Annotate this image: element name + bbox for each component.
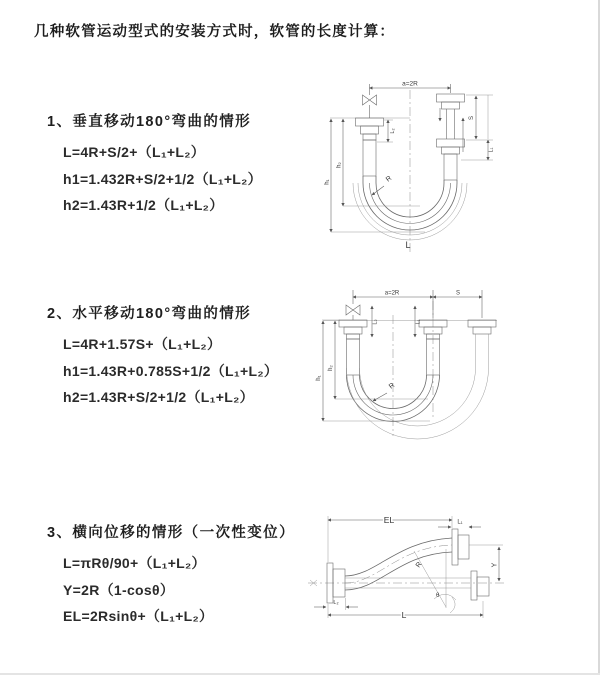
dimension-l2	[314, 598, 358, 610]
dim-label-r: R	[414, 560, 424, 570]
dim-label-r: R	[384, 174, 394, 184]
dim-label-l2: L₂	[333, 600, 339, 606]
formula-line: EL=2Rsinθ+（L₁+L₂）	[63, 608, 214, 624]
section-lateral-displacement	[47, 521, 295, 630]
formula-line: L=4R+S/2+（L₁+L₂）	[63, 144, 206, 160]
dimension-l1	[438, 520, 481, 528]
formula-line: L=πRθ/90+（L₁+L₂）	[63, 555, 206, 571]
dim-label-l1: L₁	[488, 147, 495, 153]
dim-label-r: R	[387, 381, 397, 391]
dimension-l2	[377, 120, 396, 142]
hose-u-bend-moved	[347, 368, 489, 439]
dim-label-h2: h₂	[328, 365, 334, 371]
dim-label-l1: L₁	[415, 319, 422, 325]
formula-line: h2=1.43R+1/2（L₁+L₂）	[63, 197, 224, 213]
dim-label-s: S	[455, 290, 461, 297]
displaced-s-hose	[345, 538, 452, 590]
dim-label-theta: θ	[436, 593, 440, 599]
formula-line: Y=2R（1-cosθ）	[63, 581, 175, 598]
centerline	[330, 90, 410, 252]
dim-label-l2: L₂	[372, 319, 379, 325]
dim-label-s: S	[469, 115, 475, 121]
formula-line: h1=1.43R+0.785S+1/2（L₁+L₂）	[63, 362, 279, 379]
dim-label-l2: L₂	[390, 128, 396, 134]
dimension-el	[328, 515, 452, 562]
dim-label-h2: h₂	[336, 162, 343, 168]
dimension-l	[328, 601, 483, 620]
left-hose-end	[339, 320, 367, 375]
dim-label-l: L	[401, 610, 407, 620]
angle-construction	[414, 549, 456, 613]
dim-label-l: L	[405, 240, 411, 250]
dim-label-h1: h₁	[324, 179, 331, 185]
left-hose-end	[356, 118, 384, 183]
hose-u-bend	[347, 375, 440, 421]
dimension-s	[461, 95, 495, 160]
dimension-h2	[328, 321, 428, 399]
valve-icon	[363, 95, 377, 118]
formula-line: L=4R+1.57S+（L₁+L₂）	[63, 336, 222, 352]
radius-callout	[372, 175, 393, 195]
section-vertical-180-bend	[47, 110, 262, 219]
radius-callout	[373, 382, 396, 401]
dimension-l2	[372, 306, 379, 337]
dim-label-el: EL	[383, 515, 395, 525]
vertical-bend-diagram	[315, 73, 600, 258]
dim-label-h1: h₁	[316, 375, 322, 381]
valve-icon	[346, 305, 360, 320]
centerline	[308, 580, 505, 586]
section-1-heading: 1、垂直移动180°弯曲的情形	[47, 114, 252, 130]
dimension-l1	[415, 306, 422, 337]
page-title: 几种软管运动型式的安装方式时，软管的长度计算：	[34, 24, 396, 40]
formula-line: h2=1.43R+S/2+1/2（L₁+L₂）	[63, 389, 254, 405]
horizontal-bend-diagram	[315, 283, 600, 448]
dim-label-y: Y	[491, 562, 499, 568]
formula-line: h1=1.432R+S/2+1/2（L₁+L₂）	[63, 170, 262, 187]
section-3-heading: 3、横向位移的情形（一次性变位）	[47, 525, 295, 541]
upper-flange	[452, 529, 469, 565]
dimension-a2r	[353, 290, 482, 318]
dim-label-l1: L₁	[457, 519, 463, 526]
centerline	[323, 301, 497, 436]
lateral-displacement-diagram	[305, 498, 595, 633]
section-2-heading: 2、水平移动180°弯曲的情形	[47, 306, 252, 322]
right-hose-end	[437, 94, 465, 183]
section-horizontal-180-bend	[47, 302, 278, 411]
dim-label-a2r: a=2R	[384, 290, 400, 297]
moved-hose-end	[468, 320, 496, 368]
right-flange	[471, 571, 489, 600]
dim-label-a2r: a=2R	[402, 80, 418, 88]
dimension-y	[469, 545, 503, 581]
